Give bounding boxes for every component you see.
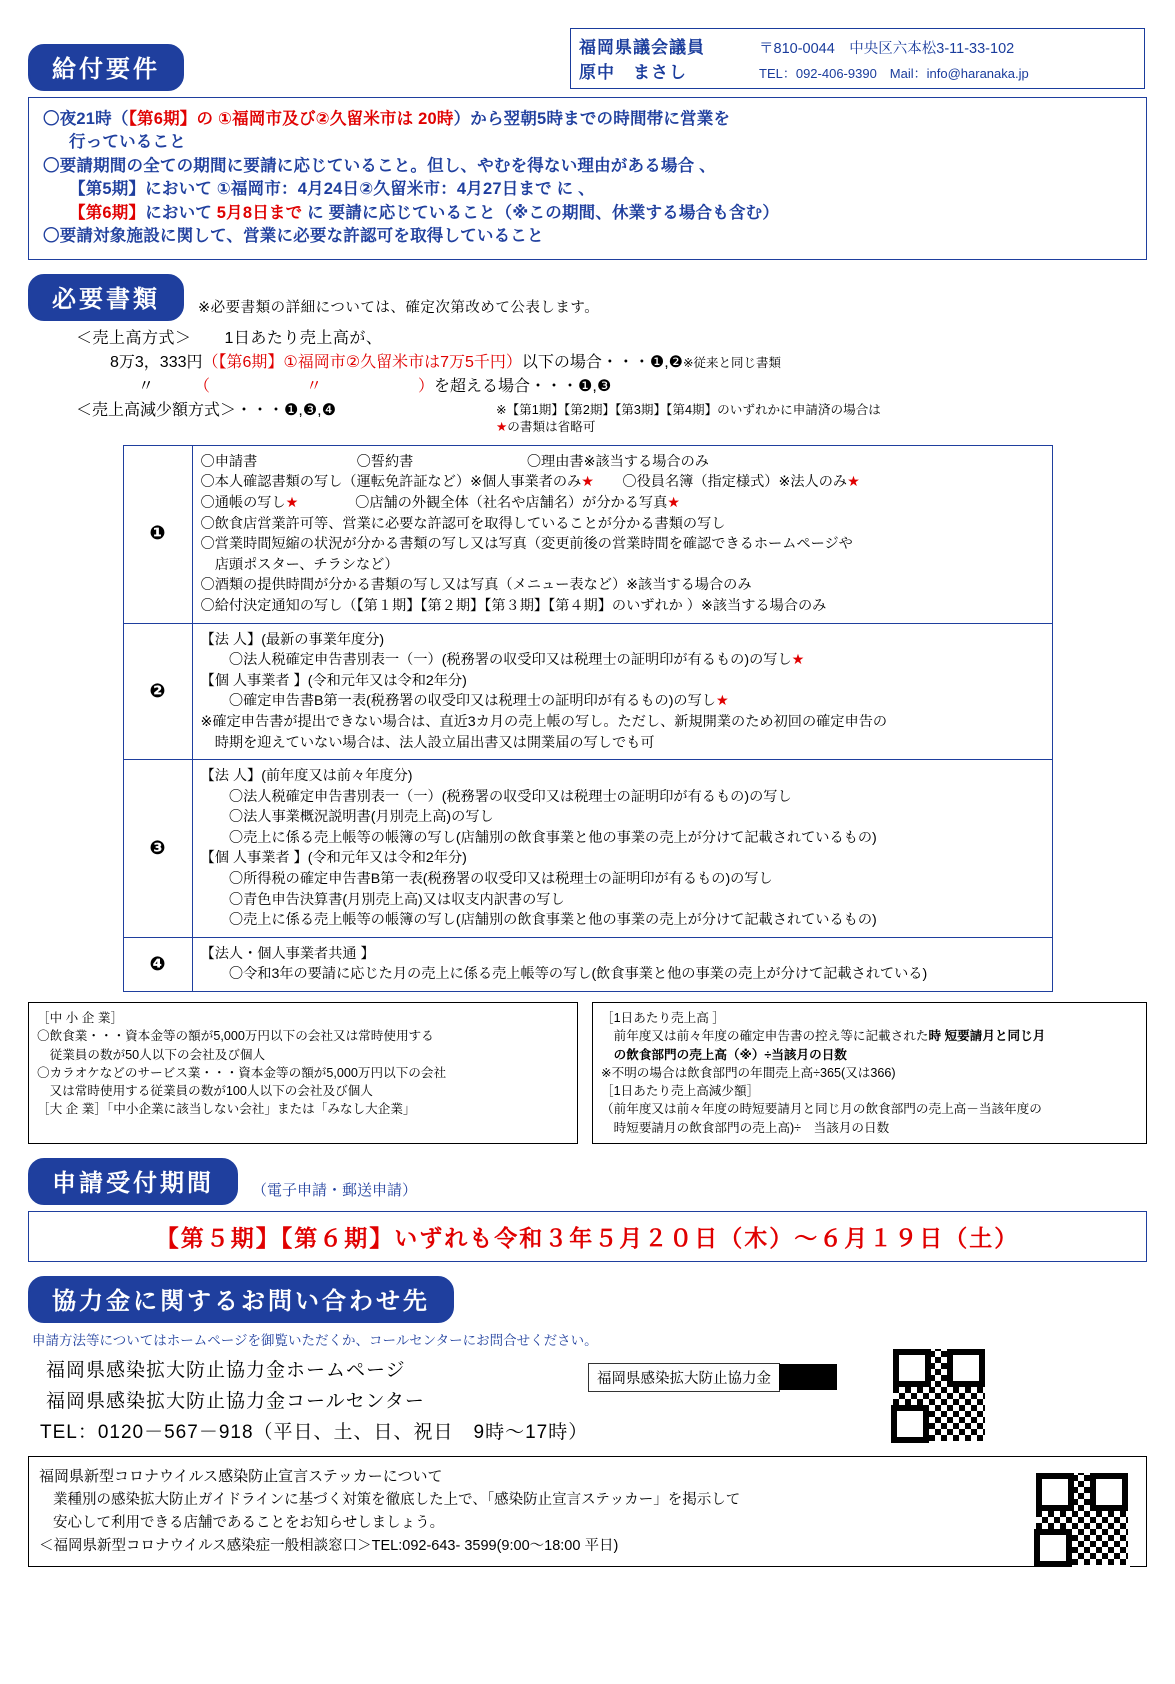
doc-item: 〇給付決定通知の写し（【第１期】【第２期】【第３期】【第４期】のいずれか ）※該当する場合のみ [200,597,827,614]
method-line: 〃 （ 〃 ）を超える場合・・・❶,❸ [138,377,612,395]
doc-item: 〇令和3年の要請に応じた月の売上に係る売上帳等の写し(飲食事業と他の事業の売上が分けて記載されている) [200,966,928,983]
qr-code-sticker [1034,1471,1130,1567]
qr-corner-icon [891,1405,929,1443]
sme-line: 〇飲食業・・・資本金等の額が5,000万円以下の会社又は常時使用する [37,1029,434,1044]
doc-item: 〇法人事業概況説明書(月別売上高)の写し [200,809,494,826]
method-line: ＜売上高減少額方式＞・・・❶,❸,❹ [76,401,336,419]
row-number: ❷ [123,623,192,760]
daily-sales-box [592,1002,1147,1144]
doc-item: 〇飲食店営業許可等、営業に必要な許認可を取得していることが分かる書類の写し [200,515,726,532]
period-subheading: （電子申請・郵送申請） [252,1181,418,1199]
contact-org: 福岡県議会議員 [579,38,705,57]
sticker-line: 業種別の感染拡大防止ガイドラインに基づく対策を徹底した上で、「感染防止宣言ステッカー」を掲示して [53,1491,741,1508]
row-content [192,760,1052,938]
doc-item: 時期を迎えていない場合は、法人設立届出書又は開業届の写しでも可 [200,734,655,751]
contact-person: 原中 まさし [579,63,687,82]
method-footnote: ★の書類は省略可 [496,420,596,435]
documents-table [123,445,1053,992]
period-heading: 申請受付期間 [28,1158,238,1205]
documents-note: ※必要書類の詳細については、確定次第改めて公表します。 [198,299,600,316]
doc-item: 【個 人事業者 】(令和元年又は令和2年分) [200,672,467,689]
doc-item: 【個 人事業者 】(令和元年又は令和2年分) [200,850,467,867]
doc-item: 〇法人税確定申告書別表一（一）(税務署の収受印又は税理士の証明印が有るもの)の写し★ [200,652,805,669]
row-number: ❶ [123,445,192,623]
table-row [123,937,1052,991]
documents-heading: 必要書類 [28,274,184,321]
sticker-title: 福岡県新型コロナウイルス感染防止宣言ステッカーについて [39,1467,443,1485]
contact-address: 〒810-0044 中央区六本松3-11-33-102 [759,41,1015,57]
requirement-line: 【第6期】において 5月8日まで に 要請に応じていること（※この期間、休業する場合も含む） [69,203,780,222]
method-line: 8万3，333円（【第6期】①福岡市②久留米市は7万5千円）以下の場合・・・❶,❷※従来と同じ書類 [110,353,782,371]
requirement-line: 【第5期】において ①福岡市：4月24日②久留米市：4月27日まで に 、 [69,180,595,199]
period-text: 【第５期】【第６期】いずれも令和３年５月２０日（木）～６月１９日（土） [155,1224,1020,1251]
row-number: ❸ [123,760,192,938]
requirement-line: 〇要請対象施設に関して、営業に必要な許認可を取得していること [43,227,544,246]
doc-item: 〇青色申告決算書(月別売上高)又は収支内訳書の写し [200,891,565,908]
daily-decrease-title: ［1日あたり売上高減少額］ [601,1084,760,1099]
table-row [123,445,1052,623]
sticker-consultation: ＜福岡県新型コロナウイルス感染症一般相談窓口＞TEL:092-643- 3599(9:00～18:00 平日) [39,1538,619,1555]
doc-item: 〇酒類の提供時間が分かる書類の写し又は写真（メニュー表など）※該当する場合のみ [200,577,752,594]
daily-sales-line: 前年度又は前々年度の確定申告書の控え等に記載された時 短要請月と同じ月 [601,1029,1046,1044]
inquiry-heading: 協力金に関するお問い合わせ先 [28,1276,454,1323]
doc-item: 〇売上に係る売上帳等の帳簿の写し(店舗別の飲食事業と他の事業の売上が分けて記載されているもの) [200,912,877,929]
doc-item: 【法 人】(前年度又は前々年度分) [200,768,413,785]
doc-item: 〇売上に係る売上帳等の帳簿の写し(店舗別の飲食事業と他の事業の売上が分けて記載されているもの) [200,829,877,846]
sme-line: 〇カラオケなどのサービス業・・・資本金等の額が5,000万円以下の会社 [37,1065,447,1080]
qr-corner-icon [1034,1529,1072,1567]
sme-line: 又は常時使用する従業員の数が100人以下の会社及び個人 [37,1084,373,1099]
documents-method-text [28,327,1147,437]
row-content [192,445,1052,623]
sme-line: 従業員の数が50人以下の会社及び個人 [37,1047,266,1062]
doc-item: 【法人・個人事業者共通 】 [200,945,375,962]
doc-item: 【法 人】(最新の事業年度分) [200,631,385,648]
inquiry-homepage: 福岡県感染拡大防止協力金ホームページ [46,1359,406,1381]
contact-header [570,28,1145,89]
method-footnote: ※【第1期】【第2期】【第3期】【第4期】のいずれかに申請済の場合は [496,402,881,417]
large-company-line [37,1100,569,1118]
requirements-box [28,97,1147,260]
row-number: ❹ [123,937,192,991]
period-box [28,1211,1147,1262]
doc-item: 〇法人税確定申告書別表一（一）(税務署の収受印又は税理士の証明印が有るもの)の写し [200,788,792,805]
doc-item: 〇所得税の確定申告書B第一表(税務署の収受印又は税理士の証明印が有るもの)の写し [200,871,773,888]
requirement-line: 行っていること [69,133,186,152]
documents-section [28,274,1147,993]
search-input[interactable]: 福岡県感染拡大防止協力金 [588,1363,780,1392]
row-content [192,937,1052,991]
doc-item: 〇確定申告書B第一表(税務署の収受印又は税理士の証明印が有るもの)の写し★ [200,693,729,710]
inquiry-tel: TEL：0120－567－918（平日、土、日、祝日 9時～17時） [40,1421,589,1443]
daily-sales-line: の飲食部門の売上高（※）÷当該月の日数 [613,1047,847,1062]
requirement-line: 〇夜21時（【第6期】の ①福岡市及び②久留米市は 20時）から翌朝5時までの時間帯に営業を [43,110,731,128]
row-content [192,623,1052,760]
daily-sales-line: ※不明の場合は飲食部門の年間売上高÷365(又は366) [601,1065,896,1080]
sme-title: ［中 小 企 業］ [37,1011,124,1026]
doc-item: 〇本人確認書類の写し（運転免許証など）※個人事業者のみ★ 〇役員名簿（指定様式）※法人のみ★ [200,474,860,491]
large-company-text: 「中小企業に該当しない会社」または「みなし大企業」 [106,1102,416,1117]
search-button[interactable] [779,1364,837,1390]
sticker-box [28,1456,1147,1568]
qr-code-inquiry [891,1347,987,1443]
sme-definition-box [28,1002,578,1144]
daily-decrease-line: 時短要請月の飲食部門の売上高)÷ 当該月の日数 [601,1120,890,1135]
inquiry-section [28,1276,1147,1444]
inquiry-note: 申請方法等についてはホームページを御覧いただくか、コールセンターにお問合せください。 [32,1332,598,1348]
doc-item: 〇申請書 〇誓約書 〇理由書※該当する場合のみ [200,453,709,470]
doc-item: 〇営業時間短縮の状況が分かる書類の写し又は写真（変更前後の営業時間を確認できるホームページや [200,536,853,553]
requirements-heading: 給付要件 [28,44,184,91]
large-company-title: ［大 企 業］ [37,1102,107,1117]
doc-item: 店頭ポスター、チラシなど） [200,556,399,573]
sticker-line: 安心して利用できる店舗であることをお知らせしましょう。 [53,1514,445,1531]
doc-item: 〇通帳の写し★ 〇店舗の外観全体（社名や店舗名）が分かる写真★ [200,494,680,511]
site-search-widget[interactable] [588,1363,837,1392]
method-line: ＜売上高方式＞ 1日あたり売上高が、 [76,329,383,347]
daily-sales-title: ［1日あたり売上高 ］ [601,1011,725,1026]
definitions-row [28,1002,1147,1144]
contact-tel-mail: TEL：092-406-9390 Mail：info@haranaka.jp [759,66,1029,81]
table-row [123,623,1052,760]
doc-item: ※確定申告書が提出できない場合は、直近3カ月の売上帳の写し。ただし、新規開業のため初回の確定申告の [200,713,888,730]
daily-decrease-line: （前年度又は前々年度の時短要請月と同じ月の飲食部門の売上高－当該年度の [601,1102,1042,1117]
table-row [123,760,1052,938]
period-section [28,1158,1147,1262]
requirement-line: 〇要請期間の全ての期間に要請に応じていること。但し、やむを得ない理由がある場合 、 [43,156,716,175]
inquiry-callcenter: 福岡県感染拡大防止協力金コールセンター [46,1390,425,1412]
